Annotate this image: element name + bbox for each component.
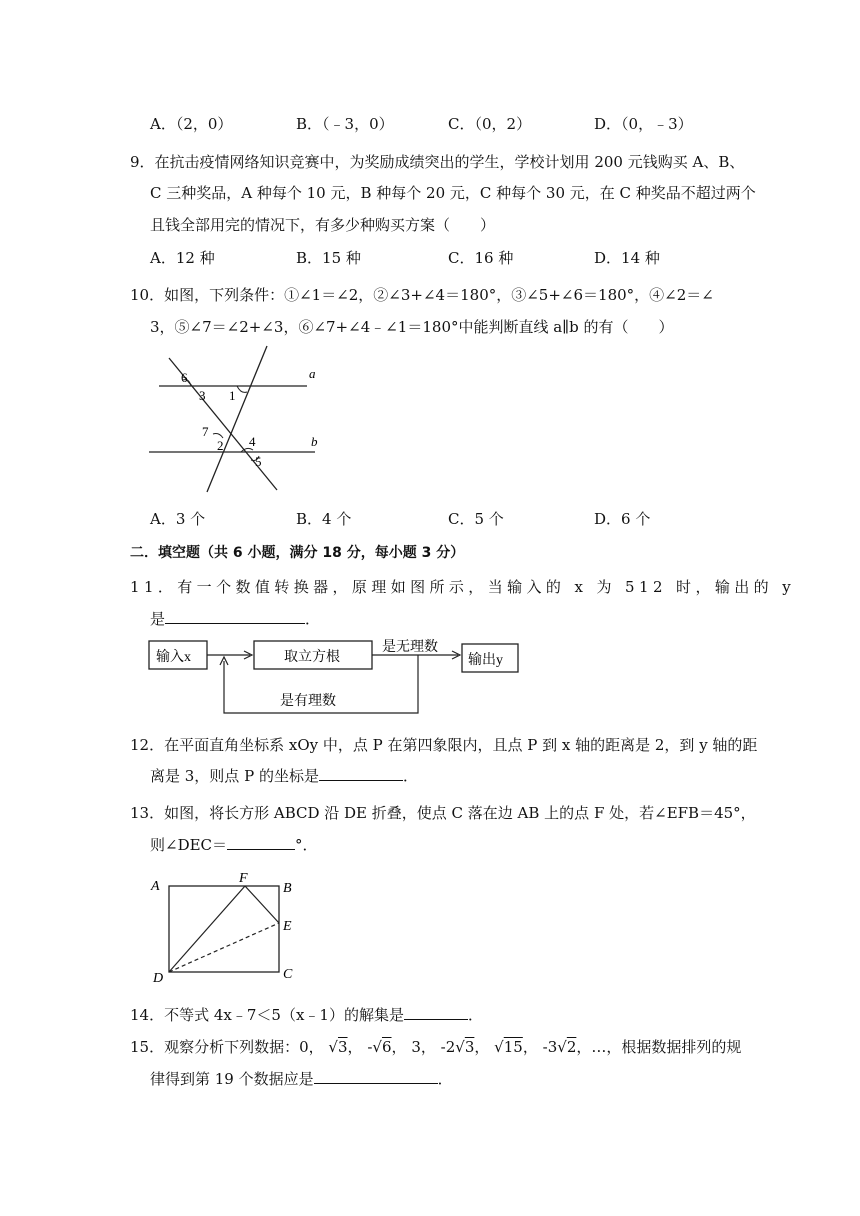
flow-process-label: 取立方根: [284, 650, 340, 665]
rectangle-abcd: [169, 886, 279, 972]
q11-flowchart: [146, 633, 520, 717]
section-2-title: 二．填空题（共 6 小题，满分 18 分，每小题 3 分）: [130, 545, 465, 561]
q15-line2-prefix: 律得到第 19 个数据应是: [150, 1070, 314, 1088]
q13-prefix: 则∠DEC＝: [150, 836, 228, 854]
neg-2-sqrt-3: -2√3: [440, 1038, 475, 1056]
q14-answer-blank[interactable]: [404, 1005, 468, 1020]
q9-line1: 9．在抗击疫情网络知识竞赛中，为奖励成绩突出的学生，学校计划用 200 元钱购买 A、B、: [130, 153, 745, 171]
q10-option-c: C．5 个: [448, 510, 504, 528]
label-b: b: [311, 434, 318, 449]
label-D: D: [153, 971, 164, 986]
label-3: 3: [199, 388, 206, 403]
q14-suffix: ．: [467, 1006, 483, 1024]
q15-prefix: 15．观察分析下列数据：0，: [130, 1038, 324, 1056]
sqrt-3: √3: [328, 1038, 348, 1056]
q11-line1: 11．有一个数值转换器，原理如图所示，当输入的 x 为 512 时，输出的 y: [130, 578, 796, 596]
q12-suffix: ．: [402, 767, 418, 785]
q11-prefix: 是: [150, 610, 166, 628]
segment-de-dashed: [169, 923, 279, 972]
q8-option-a: A．（2，0）: [150, 115, 233, 133]
label-a: a: [309, 366, 316, 381]
q12-answer-blank[interactable]: [319, 766, 403, 781]
transversal-2: [207, 346, 267, 492]
q14-prefix: 14．不等式 4x﹣7＜5（x﹣1）的解集是: [130, 1006, 404, 1024]
q11-answer-blank[interactable]: [165, 609, 305, 624]
label-C: C: [283, 967, 293, 982]
q10-parallel-lines-figure: [145, 342, 325, 494]
sqrt-15: √15: [494, 1038, 523, 1056]
q10-option-a: A．3 个: [150, 510, 206, 528]
label-5: 5: [255, 454, 262, 469]
q13-answer-blank[interactable]: [227, 835, 295, 850]
q15-answer-blank[interactable]: [314, 1069, 438, 1084]
q15-line2: [150, 1068, 453, 1089]
q10-line2: 3，⑤∠7＝∠2+∠3，⑥∠7+∠4﹣∠1＝180°中能判断直线 a∥b 的有（ ）: [150, 318, 674, 336]
q11-line2: [150, 608, 320, 629]
flow-output-label: 输出y: [468, 653, 503, 668]
q13-line1: 13．如图，将长方形 ABCD 沿 DE 折叠，使点 C 落在边 AB 上的点 F 处，若∠EFB＝45°，: [130, 804, 756, 822]
segment-fe: [245, 886, 279, 923]
flow-irrational-label: 是无理数: [382, 640, 438, 655]
q8-option-b: B．（﹣3，0）: [296, 115, 394, 133]
label-4: 4: [249, 434, 256, 449]
q9-line2: C 三种奖品，A 种每个 10 元，B 种每个 20 元，C 种每个 30 元，在 C 种奖品不超过两个: [150, 184, 756, 202]
q9-option-d: D．14 种: [594, 249, 660, 267]
neg-3-sqrt-2: -3√2: [542, 1038, 577, 1056]
q12-prefix: 离是 3，则点 P 的坐标是: [150, 767, 319, 785]
q9-option-a: A．12 种: [150, 249, 215, 267]
flow-rational-label: 是有理数: [280, 694, 336, 709]
q10-option-d: D．6 个: [594, 510, 651, 528]
label-1: 1: [229, 388, 236, 403]
q10-line1: 10．如图，下列条件：①∠1＝∠2，②∠3+∠4＝180°，③∠5+∠6＝180°，④∠2＝∠: [130, 286, 714, 304]
label-7: 7: [202, 424, 209, 439]
q13-rectangle-fold-figure: [145, 866, 305, 986]
term-3: 3，: [411, 1038, 436, 1056]
q13-suffix: °．: [295, 836, 318, 854]
label-B: B: [283, 881, 292, 896]
q9-option-c: C．16 种: [448, 249, 514, 267]
label-F: F: [239, 871, 248, 886]
q15-line1: 15．观察分析下列数据：0， √3， -√6， 3， -2√3， √15， -3√2，…，根据数据排列的规: [130, 1038, 742, 1056]
q8-option-d: D．（0，﹣3）: [594, 115, 693, 133]
q10-option-b: B．4 个: [296, 510, 352, 528]
label-A: A: [151, 879, 160, 894]
q9-option-b: B．15 种: [296, 249, 361, 267]
q12-line1: 12．在平面直角坐标系 xOy 中，点 P 在第四象限内，且点 P 到 x 轴的距离是 2，到 y 轴的距: [130, 736, 758, 754]
flow-input-label: 输入x: [156, 650, 191, 665]
q15-tail: ，…，根据数据排列的规: [576, 1038, 742, 1056]
q11-suffix: ．: [305, 610, 321, 628]
q14-line: [130, 1004, 483, 1025]
label-6: 6: [181, 370, 188, 385]
q9-line3: 且钱全部用完的情况下，有多少种购买方案（ ）: [150, 216, 496, 234]
q15-line2-suffix: ．: [437, 1070, 453, 1088]
neg-sqrt-6: -√6: [367, 1038, 392, 1056]
label-2: 2: [217, 438, 224, 453]
segment-df: [169, 886, 245, 972]
q8-option-c: C．（0，2）: [448, 115, 532, 133]
label-E: E: [283, 919, 292, 934]
q13-line2: [150, 834, 318, 855]
q12-line2: [150, 765, 418, 786]
